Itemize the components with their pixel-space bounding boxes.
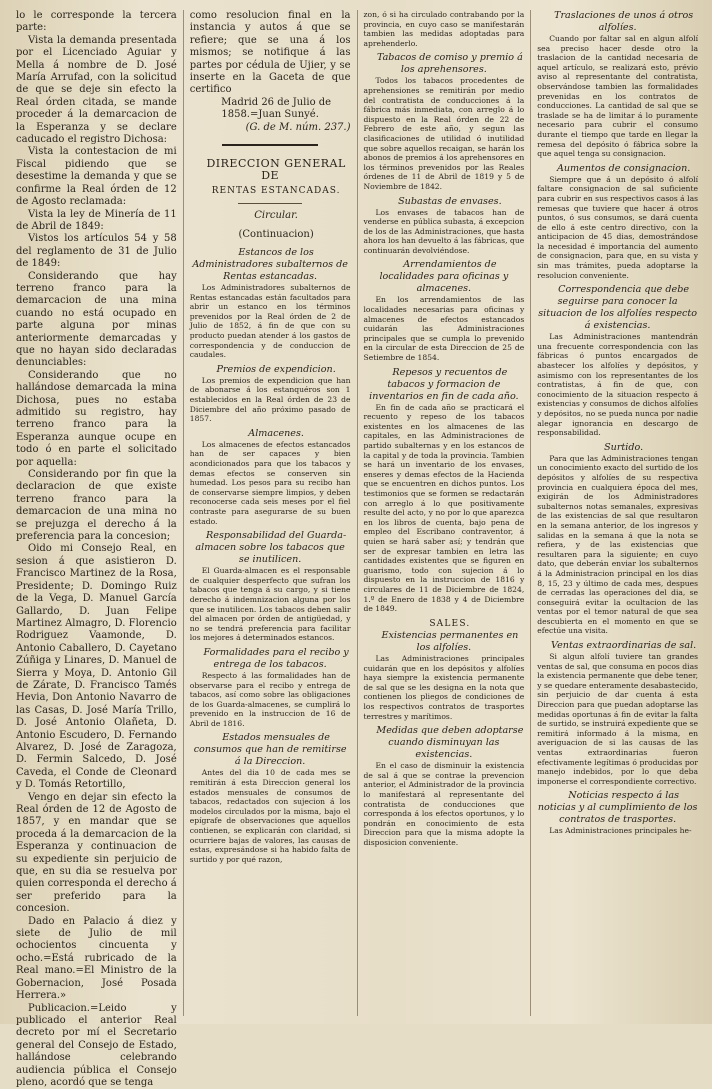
continuation-label: (Continuacion)	[190, 229, 351, 241]
paragraph: Cuando por faltar sal en algun alfolí sea preciso hacer desde otro la traslacion de la cantidad necesaria de aquel artículo, se realizará esto, prévio aviso al representante del contratista, observándose tambien las formalidades prevenidas en los contratos de conducciones. La cantidad de sal que se traslade se ha de limitar á lo puramente necesario para cubrir el consumo durante el tiempo que tarde en llegar la remesa del depósito ó fábrica sobre la que aquel tenga su consignacion.	[537, 34, 698, 159]
subheading: Almacenes.	[190, 428, 351, 440]
subheading: Repesos y recuentos de tabacos y formacion de inventarios en fin de cada año.	[364, 367, 525, 403]
paragraph: Considerando que hay terreno franco para la demarcacion de una mina cuando no está ocupado en parte alguna por minas anteriormente demarcadas y que no hayan sido declaradas denunciables:	[16, 271, 177, 370]
paragraph: Las Administraciones principales he-	[537, 826, 698, 836]
section-heading: DIRECCION GENERAL DE	[190, 158, 351, 183]
paragraph: Siempre que á un depósito ó alfolí faltare consignacion de sal suficiente para cubrir en sus respectivos casos á las remesas que tuviere que hacer á otros puntos, ó sus consumos, se dará cuenta de ello á este centro directivo, con la anticipacion de 45 dias, demostrándose la necesidad é importancia del aumento de consignacion, para que, en su vista y sin mas trámites, pueda adoptarse la resolucion conveniente.	[537, 175, 698, 281]
paragraph: Los almacenes de efectos estancados han de ser capaces y bien acondicionados para que los tabacos y demas efectos se conserven sin humedad. Los pesos para su recibo han de conservarse siempre limpios, y deben reconocerse cada seis meses por el fiel contraste para asegurarse de su buen estado.	[190, 440, 351, 526]
subheading: Premios de expendicion.	[190, 364, 351, 376]
paragraph: lo le corresponde la tercera parte:	[16, 10, 177, 35]
paragraph: En el caso de disminuir la existencia de sal á que se contrae la prevencion anterior, el Administrador de la provincia lo manifestará al representante del contratista de conducciones que corresponda á los efectos oportunos, y lo pondrán en conocimiento de esta Direccion para que la misma adopte la disposicion conveniente.	[364, 761, 525, 847]
paragraph: Vista la ley de Minería de 11 de Abril de 1849:	[16, 209, 177, 234]
section-heading: RENTAS ESTANCADAS.	[190, 185, 351, 197]
subheading: Ventas extraordinarias de sal.	[537, 640, 698, 652]
paragraph: zon, ó si ha circulado contrabando por la provincia, en cuyo caso se manifestarán tambien las medidas adoptadas para aprehenderlo.	[364, 10, 525, 48]
paragraph: Las Administraciones mantendrán una frecuente correspondencia con las fábricas ó puntos encargados de abastecer los alfolíes y depósitos, y asimismo con los representantes de los contratistas, á fin de que, con conocimiento de la situacion respecto á existencias y consumos de dichos alfolíes y depósitos, no se pueda nunca por nadie alegar ignorancia en descargo de responsabilidad.	[537, 332, 698, 438]
column-container	[10, 10, 704, 1016]
paragraph: Si algun alfolí tuviere tan grandes ventas de sal, que consuma en pocos dias la existencia permanente que debe tener, y se quedare enteramente desabastecido, sin perjuicio de dar cuenta á esta Direccion para que puedan adoptarse las medidas oportunas á fin de evitar la falta de surtido, se instruirá expediente que se remitirá informado á la misma, en averiguacion de si las causas de las ventas extraordinarias fueron efectivamente legítimas ó producidas por manejo indebidos, por lo que deba imponerse el correspondiente correctivo.	[537, 652, 698, 786]
column-1	[10, 10, 183, 1016]
paragraph: Publicacion.=Leido y publicado el anterior Real decreto por mí el Secretario general del Consejo de Estado, hallándose celebrando audiencia pública el Consejo pleno, acordó que se tenga	[16, 1003, 177, 1089]
subheading: Noticias respecto á las noticias y al cumplimiento de los contratos de trasportes.	[537, 790, 698, 826]
paragraph: Vengo en dejar sin efecto la Real órden de 12 de Agosto de 1857, y en mandar que se proceda á la demarcacion de la Esperanza y continuacion de su expediente sin perjuicio de que, en su dia se resuelva por quien corresponda el derecho á ser preferido para la concesion.	[16, 792, 177, 916]
column-2	[183, 10, 357, 1016]
paragraph: Los Administradores subalternos de Rentas estancadas están facultados para abrir un estanco en los términos prevenidos por la Real órden de 2 de Julio de 1852, á fin de que con su producto puedan atender á los gastos de correspondencia y de conduccion de caudales.	[190, 283, 351, 360]
paragraph: Antes del dia 10 de cada mes se remitirán á esta Direccion general los estados mensuales de consumos de tabacos, redactados con sujecion á los modelos circulados por la misma, bajo el epígrafe de observaciones que aquellos contienen, se explicarán con claridad, si ocurriere bajas de valores, las causas de estas, expresándose si ha habido falta de surtido y por qué razon,	[190, 768, 351, 864]
subheading: Estados mensuales de consumos que han de remitirse á la Direccion.	[190, 732, 351, 768]
subheading: Arrendamientos de localidades para oficinas y almacenes.	[364, 259, 525, 295]
paragraph: como resolucion final en la instancia y autos á que se refiere; que se una á los mismos; se notifique á las partes por cédula de Ujier, y se inserte en la Gaceta de que certifico	[190, 10, 351, 97]
section-heading: SALES.	[364, 618, 525, 630]
paragraph: El Guarda-almacen es el responsable de cualquier desperfecto que sufran los tabacos que tenga á su cargo, y si tiene derecho á indemnizacion alguna por los que se inutilicen. Los tabacos deben salir del almacen por órden de antigüedad, y no se tendrá preferencia para facilitar los mejores á determinados estancos.	[190, 566, 351, 643]
column-4	[530, 10, 704, 1016]
paragraph: Las Administraciones principales cuidarán que en los depósitos y alfolíes haya siempre la existencia permanente de sal que se les designa en la nota que contienen los pliegos de condiciones de los respectivos contratos de trasportes terrestres y marítimos.	[364, 654, 525, 721]
paragraph: Todos los tabacos procedentes de aprehensiones se remitirán por medio del contratista de conducciones á la fábrica más inmediata, con arreglo á lo dispuesto en la Real órden de 22 de Febrero de este año, y segun las clasificaciones de utilidad ó inutilidad que sobre aquellos recaigan, se harán los abonos de premios á los aprehensores en los términos prevenidos por las Reales órdenes de 11 de Abril de 1819 y 5 de Noviembre de 1842.	[364, 76, 525, 191]
subheading: Tabacos de comiso y premio á los aprehensores.	[364, 52, 525, 76]
paragraph: Respecto á las formalidades han de observarse para el recibo y entrega de tabacos, así como sobre las obligaciones de los Guarda-almacenes, se cumplirá lo prevenido en la instruccion de 16 de Abril de 1816.	[190, 671, 351, 729]
subheading: Formalidades para el recibo y entrega de los tabacos.	[190, 647, 351, 671]
paragraph: Considerando por fin que la declaracion de que existe terreno franco para la demarcacion de una mina no se prejuzga el derecho á la preferencia para la concesion;	[16, 469, 177, 543]
subheading: Correspondencia que debe seguirse para conocer la situacion de los alfolíes respecto á existencias.	[537, 284, 698, 332]
paragraph: Vista la demanda presentada por el Licenciado Aguiar y Mella á nombre de D. José María Arrufad, con la solicitud de que se deje sin efecto la Real órden citada, se mande proceder á la demarcacion de la Esperanza y se declare caducado el registro Dichosa:	[16, 35, 177, 147]
paragraph: En los arrendamientos de las localidades necesarias para oficinas y almacenes de efectos estancados cuidarán las Administraciones principales que se cumpla lo prevenido en la circular de esta Direccion de 25 de Setiembre de 1854.	[364, 295, 525, 362]
paragraph: En fin de cada año se practicará el recuento y repeso de los tabacos existentes en los almacenes de las capitales, en las Administraciones de partido subalternas y en los estancos de la capital y de toda la provincia. Tambien se hará un inventario de los envases, enseres y demas efectos de la Hacienda que se encuentren en dichos puntos. Los testimonios que se formen se redactarán con arreglo á lo que positivamente resulte del acto, y no por lo que aparezca en los libros de cuenta, bajo pena de empleo del Escribano contraventor, á quien se hará saber así; y tendrán que ser de expresar tambien en letra las cantidades existentes que se figuren en guarismo, todo con sujecion á lo dispuesto en la instruccion de 1816 y circulares de 11 de Diciembre de 1824, 1.º de Enero de 1838 y 4 de Diciembre de 1849.	[364, 403, 525, 614]
subheading: Existencias permanentes en los alfolíes.	[364, 630, 525, 654]
circular-label: Circular.	[190, 210, 351, 222]
subheading: Medidas que deben adoptarse cuando disminuyan las existencias.	[364, 725, 525, 761]
paragraph: Oido mi Consejo Real, en sesion á que asistieron D. Francisco Martinez de la Rosa, Presidente; D. Domingo Ruiz de la Vega, D. Manuel García Gallardo, D. Juan Felipe Martinez Almagro, D. Florencio Rodriguez Vaamonde, D. Antonio Caballero, D. Cayetano Zúñiga y Linares, D. Manuel de Sierra y Moya, D. Antonio Gil de Zárate, D. Francisco Tamés Hevia, Don Antonio Navarro de las Casas, D. José María Trillo, D. José Antonio Olañeta, D. Antonio Escudero, D. Fernando Alvarez, D. José de Zaragoza, D. Fermin Salcedo, D. José Caveda, el Conde de Cleonard y D. Tomás Retortillo,	[16, 543, 177, 791]
subheading: Traslaciones de unos á otros alfolíes.	[537, 10, 698, 34]
subheading: Subastas de envases.	[364, 196, 525, 208]
paragraph: Vista la contestacion de mi Fiscal pidiendo que se desestime la demanda y que se confirme la Real órden de 12 de Agosto reclamada:	[16, 146, 177, 208]
section-rule	[222, 144, 318, 146]
subheading: Estancos de los Administradores subalternos de Rentas estancadas.	[190, 247, 351, 283]
paragraph: Para que las Administraciones tengan un conocimiento exacto del surtido de los depósitos y alfolíes de su respectiva provincia en cualquiera época del mes, exigirán de los Administradores subalternos notas semanales, expresivas de las existencias de sal que resultaron en la semana anterior, de los ingresos y salidas en la semana á que la nota se refiera, y de las existencias que resultaren para la siguiente; en cuyo dato, que deberán enviar los subalternos á la Administracion principal en los dias 8, 15, 23 y último de cada mes, despues de cerradas las operaciones del dia, se conseguirá evitar la ocultacion de las ventas por el temor natural de que sea descubierta en el momento en que se efectúe una visita.	[537, 454, 698, 636]
subheading: Aumentos de consignacion.	[537, 163, 698, 175]
paragraph: Vistos los artículos 54 y 58 del reglamento de 31 de Julio de 1849:	[16, 233, 177, 270]
paragraph: Los premios de expendicion que han de abonarse á los estanquéros son 1 establecidos en la Real órden de 23 de Diciembre del año próximo pasado de 1857.	[190, 376, 351, 424]
subheading: Responsabilidad del Guarda-almacen sobre los tabacos que se inutilicen.	[190, 530, 351, 566]
subheading: Surtido.	[537, 442, 698, 454]
divider	[238, 203, 302, 204]
column-3	[357, 10, 531, 1016]
dateline: Madrid 26 de Julio de 1858.=Juan Sunyé.	[190, 97, 351, 122]
paragraph: Dado en Palacio á diez y siete de Julio de mil ochocientos cincuenta y ocho.=Está rubricado de la Real mano.=El Ministro de la Gobernacion, José Posada Herrera.»	[16, 916, 177, 1003]
paragraph: Considerando que no hallándose demarcada la mina Dichosa, pues no estaba admitido su registro, hay terreno franco para la Esperanza aunque ocupe en todo ó en parte el solicitado por aquella:	[16, 370, 177, 469]
paragraph: Los envases de tabacos han de venderse en pública subasta, á excepcion de los de las Administraciones, que hasta ahora los han devuelto á las fábricas, que continuarán devolviéndose.	[364, 208, 525, 256]
source-citation: (G. de M. núm. 237.)	[190, 122, 351, 134]
